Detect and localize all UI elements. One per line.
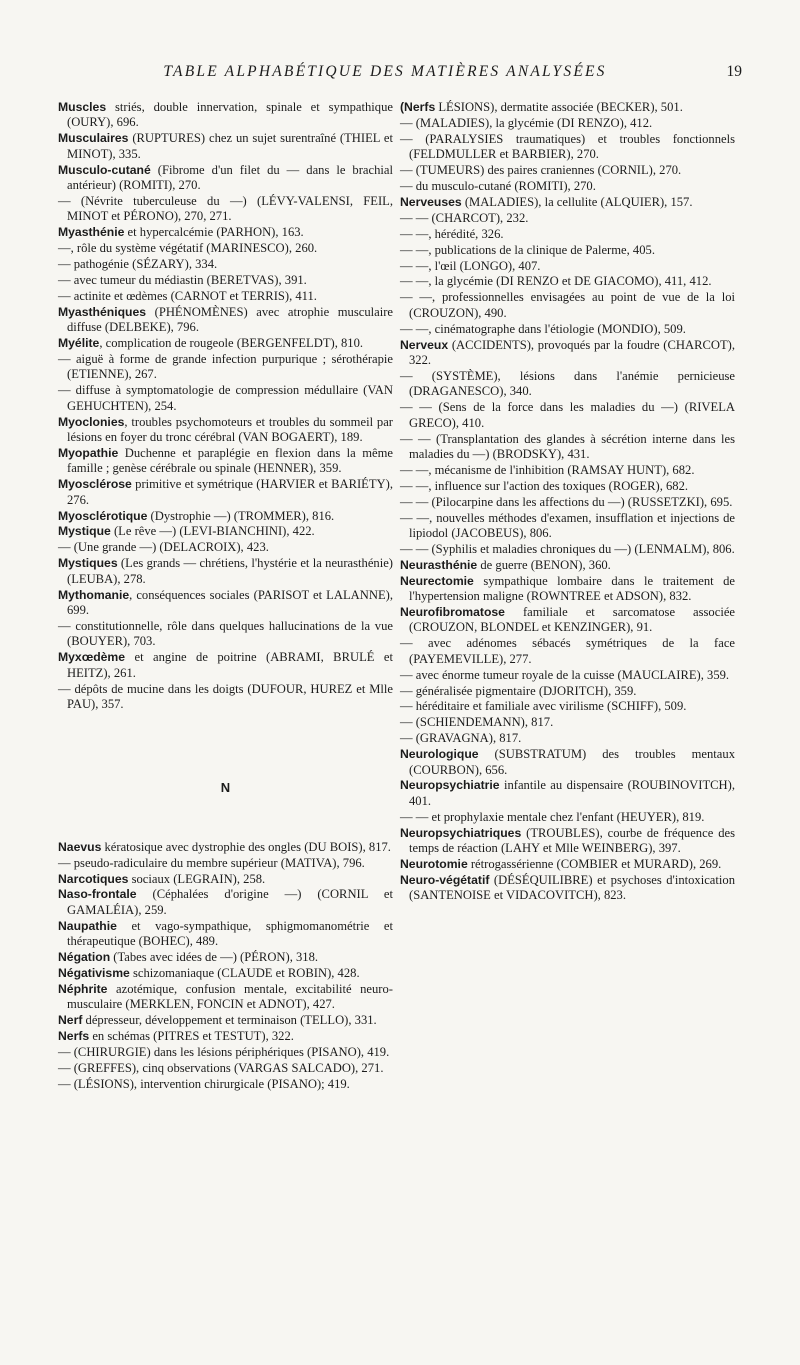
index-entry [400,211,735,226]
index-entry [58,1077,393,1092]
index-entry [58,682,393,713]
entry-text: — actinite et œdèmes (CARNOT et TERRIS), 411. [58,288,317,303]
index-entry [400,605,735,636]
index-entry [58,383,393,414]
index-entry [58,982,393,1013]
entry-text: LÉSIONS), dermatite associée (BECKER), 501. [435,100,683,114]
entry-heading: Négativisme [58,966,130,980]
entry-text: — (SYSTÈME), lésions dans l'anémie pernicieuse (DRAGANESCO), 340. [400,368,735,399]
entry-text: — constitutionnelle, rôle dans quelques hallucinations de la vue (BOUYER), 703. [58,618,393,649]
index-entry [58,273,393,288]
entry-text: (ACCIDENTS), provoqués par la foudre (CHARCOT), 322. [409,337,735,367]
entry-text: schizomaniaque (CLAUDE et ROBIN), 428. [129,966,360,980]
entry-text: — aiguë à forme de grande infection purpurique ; sérothérapie (ETIENNE), 267. [58,352,393,382]
entry-text: azotémique, confusion mentale, excitabilité neuro-musculaire (MERKLEN, FONCIN et ADNOT), 427. [67,981,393,1012]
entry-text: — avec énorme tumeur royale de la cuisse (MAUCLAIRE), 359. [400,667,730,682]
entry-text: — (CHIRURGIE) dans les lésions périphériques (PISANO), 419. [58,1045,390,1060]
index-entry [58,650,393,681]
entry-heading: Nerf [58,1013,83,1028]
entry-heading: Myélite [58,336,100,351]
index-entry [58,241,393,256]
entry-heading: Myxœdème [58,650,126,665]
index-entry [400,684,735,699]
index-list-m [58,100,393,712]
entry-heading: Neurotomie [400,857,468,871]
entry-heading: Myopathie [58,445,119,460]
entry-heading: Mystiques [58,556,118,571]
entry-text: — — (Syphilis et maladies chroniques du —) (LENMALM), 806. [400,541,735,556]
entry-heading: Musculo-cutané [58,162,151,177]
index-entry [400,747,735,778]
left-column [58,100,393,1093]
entry-text: — généralisée pigmentaire (DJORITCH), 359. [400,683,637,698]
entry-text: — (Névrite tuberculeuse du —) (LÉVY-VALENSI, FEIL, MINOT et PÉRONO), 270, 271. [58,193,393,224]
entry-text: — —, publications de la clinique de Palerme, 405. [400,242,655,257]
entry-heading: Naupathie [58,918,117,933]
index-entry [58,446,393,477]
entry-text: primitive et symétrique (HARVIER et BARIÉTY), 276. [67,477,393,507]
index-entry [400,857,735,872]
entry-text: sociaux (LEGRAIN), 258. [128,871,266,886]
index-entry [400,163,735,178]
entry-heading: Myasthéniques [58,304,147,319]
entry-text: — (Une grande —) (DELACROIX), 423. [58,540,269,555]
entry-text: (RUPTURES) chez un sujet surentraîné (THIEL et MINOT), 335. [67,131,393,161]
index-entry [400,290,735,321]
entry-text: (Dystrophie —) (TROMMER), 816. [147,508,335,523]
index-entry [58,477,393,508]
entry-text: — — (Pilocarpine dans les affections du —) (RUSSETZKI), 695. [400,494,733,509]
index-entry [58,163,393,194]
entry-heading: Naevus [58,839,102,854]
index-entry [58,131,393,162]
entry-heading: Neuropsychiatriques [400,825,522,840]
index-entry [58,352,393,383]
entry-text: — — et prophylaxie mentale chez l'enfant (HEUYER), 819. [400,809,705,824]
entry-text: striés, double innervation, spinale et sympathique (OURY), 696. [67,100,393,130]
index-entry [400,826,735,857]
index-entry [58,1013,393,1028]
index-entry [58,619,393,650]
index-list-n [58,840,393,1093]
index-entry [58,840,393,855]
index-entry [400,668,735,683]
entry-heading: Myoclonies [58,414,125,429]
entry-heading: Muscles [58,100,107,114]
entry-text: kératosique avec dystrophie des ongles (DU BOIS), 817. [101,839,391,854]
entry-text: — —, la glycémie (DI RENZO et DE GIACOMO), 411, 412. [400,274,712,289]
index-entry [400,574,735,605]
entry-text: — diffuse à symptomatologie de compression médullaire (VAN GEHUCHTEN), 254. [58,383,393,413]
index-entry [400,778,735,809]
entry-text: — —, influence sur l'action des toxiques (ROGER), 682. [400,478,689,493]
entry-heading: Myosclérotique [58,508,148,523]
index-entry [400,369,735,400]
index-entry [400,227,735,242]
index-entry [400,495,735,510]
entry-text: , troubles psychomoteurs et troubles du sommeil par lésions en foyer du tronc cérébral (VAN BOGAERT), 189. [67,414,393,445]
entry-heading: Neurofibromatose [400,605,505,619]
entry-text: familiale et sarcomatose associée (CROUZON, BLONDEL et KENZINGER), 91. [409,605,735,635]
index-entry [400,479,735,494]
index-entry [400,873,735,904]
entry-text: — pathogénie (SÉZARY), 334. [58,257,218,272]
entry-text: (SUBSTRATUM) des troubles mentaux (COURBON), 656. [409,747,735,777]
entry-heading: Neurasthénie [400,557,478,572]
entry-text: — (PARALYSIES traumatiques) et troubles fonctionnels (FELDMULLER et BARBIER), 270. [400,131,735,162]
entry-text: et vago-sympathique, sphigmomanométrie et thérapeutique (BOHEC), 489. [67,918,393,949]
entry-heading: Négation [58,950,111,965]
entry-text: —, rôle du système végétatif (MARINESCO), 260. [58,241,318,256]
index-entry [58,225,393,240]
index-entry [400,810,735,825]
entry-heading: Neuro-végétatif [400,872,490,887]
index-entry [58,950,393,965]
index-entry [400,116,735,131]
entry-text: — (SCHIENDEMANN), 817. [400,715,554,730]
running-header: TABLE ALPHABÉTIQUE DES MATIÈRES ANALYSÉES [163,63,607,80]
index-entry [400,558,735,573]
entry-text: infantile au dispensaire (ROUBINOVITCH), 401. [409,778,735,808]
right-column [400,100,735,904]
entry-text: — —, cinématographe dans l'étiologie (MONDIO), 509. [400,321,686,336]
entry-text: Duchenne et paraplégie en flexion dans la même famille ; genèse cérébrale ou spinale (HENNER), 359. [67,445,393,476]
entry-heading: Néphrite [58,981,108,996]
index-entry [58,194,393,225]
index-entry [58,588,393,619]
index-entry [58,305,393,336]
entry-text: dépresseur, développement et terminaison (TELLO), 331. [82,1013,377,1028]
index-entry [58,100,393,131]
entry-text: (MALADIES), la cellulite (ALQUIER), 157. [461,194,693,209]
entry-text: (TROUBLES), courbe de fréquence des temps de réaction (LAHY et Mlle WEINBERG), 397. [409,825,735,856]
entry-text: rétrogassérienne (COMBIER et MURARD), 269. [467,857,722,871]
entry-text: , conséquences sociales (PARISOT et LALANNE), 699. [67,587,393,617]
index-entry [58,856,393,871]
index-entry [400,636,735,667]
entry-text: (DÉSÉQUILIBRE) et psychoses d'intoxication (SANTENOISE et VIDACOVITCH), 823. [409,872,735,903]
entry-heading: Narcotiques [58,871,129,886]
index-entry [58,919,393,950]
entry-heading: Musculaires [58,131,129,146]
entry-text: — —, mécanisme de l'inhibition (RAMSAY HUNT), 682. [400,462,695,477]
index-entry [400,132,735,163]
entry-text: (Céphalées d'origine —) (CORNIL et GAMALÉIA), 259. [67,887,393,917]
index-entry [58,336,393,351]
index-entry [58,257,393,272]
entry-text: — avec adénomes sébacés symétriques de la face (PAYEMEVILLE), 277. [400,636,735,666]
entry-heading: Mystique [58,524,111,539]
entry-heading: Neuropsychiatrie [400,778,500,793]
entry-text: et hypercalcémie (PARHON), 163. [124,225,304,240]
index-entry [400,338,735,369]
index-entry [400,322,735,337]
entry-text: (Fibrome d'un filet du — dans le brachial antérieur) (ROMITI), 270. [67,162,393,193]
index-entry [58,966,393,981]
index-entry [58,1045,393,1060]
index-entry [400,731,735,746]
entry-heading: Mythomanie [58,587,130,602]
entry-text: — (GRAVAGNA), 817. [400,731,522,746]
entry-text: — (TUMEURS) des paires craniennes (CORNIL), 270. [400,163,682,178]
index-entry [400,699,735,714]
entry-text: sympathique lombaire dans le traitement de l'hypertension maligne (ROWNTREE et ADSON), 832. [409,573,735,604]
entry-heading: Myosclérose [58,477,132,492]
entry-text: — (MALADIES), la glycémie (DI RENZO), 412. [400,115,653,130]
entry-text: — pseudo-radiculaire du membre supérieur (MATIVA), 796. [58,855,365,870]
entry-text: — héréditaire et familiale avec virilisme (SCHIFF), 509. [400,699,687,714]
entry-text: — (LÉSIONS), intervention chirurgicale (PISANO); 419. [58,1076,350,1091]
index-list-n-continued [400,100,735,904]
index-entry [58,887,393,918]
entry-heading: Nerfs [58,1029,90,1044]
entry-text: — du musculo-cutané (ROMITI), 270. [400,179,596,194]
entry-heading: Neurologique [400,747,479,762]
entry-heading: Neurectomie [400,573,474,588]
index-entry [58,289,393,304]
index-entry [400,511,735,542]
index-entry [400,463,735,478]
entry-text: — — (CHARCOT), 232. [400,210,529,225]
section-letter: N [220,780,231,796]
entry-heading: (Nerfs [400,100,436,114]
index-entry [400,274,735,289]
index-entry [400,400,735,431]
entry-text: (Les grands — chrétiens, l'hystérie et la neurasthénie) (LEUBA), 278. [67,556,393,586]
index-entry [58,524,393,539]
entry-text: , complication de rougeole (BERGENFELDT), 810. [99,336,364,351]
entry-text: en schémas (PITRES et TESTUT), 322. [89,1029,294,1044]
entry-heading: Myasthénie [58,225,125,240]
index-entry [400,243,735,258]
entry-text: — —, nouvelles méthodes d'examen, insufflation et injections de lipiodol (JACOBEUS), 806. [400,510,735,540]
entry-text: — avec tumeur du médiastin (BERETVAS), 391. [58,272,307,287]
entry-heading: Nerveux [400,337,449,352]
index-entry [58,556,393,587]
entry-text: de guerre (BENON), 360. [477,557,611,572]
entry-text: — —, professionnelles envisagées au point de vue de la loi (CROUZON), 490. [400,290,735,320]
index-entry [58,872,393,887]
index-entry [400,542,735,557]
entry-text: et angine de poitrine (ABRAMI, BRULÉ et HEITZ), 261. [67,650,393,680]
entry-text: — dépôts de mucine dans les doigts (DUFOUR, HUREZ et Mlle PAU), 357. [58,681,393,711]
entry-heading: Naso-frontale [58,887,137,902]
index-entry [58,509,393,524]
index-entry [400,715,735,730]
index-entry [400,195,735,210]
index-entry [58,1029,393,1044]
index-entry [58,1061,393,1076]
page-number: 19 [726,63,742,80]
entry-text: (PHÉNOMÈNES) avec atrophie musculaire diffuse (DELBEKE), 796. [67,304,393,335]
index-entry [400,100,735,115]
entry-text: — (GREFFES), cinq observations (VARGAS SALCADO), 271. [58,1060,384,1075]
index-entry [400,259,735,274]
index-entry [400,179,735,194]
entry-text: (Le rêve —) (LEVI-BIANCHINI), 422. [110,524,315,539]
entry-heading: Nerveuses [400,194,462,209]
entry-text: — — (Sens de la force dans les maladies du —) (RIVELA GRECO), 410. [400,400,735,430]
entry-text: — —, hérédité, 326. [400,226,504,241]
entry-text: (Tabes avec idées de —) (PÉRON), 318. [110,950,319,965]
index-entry [58,540,393,555]
index-entry [58,415,393,446]
entry-text: — —, l'œil (LONGO), 407. [400,258,541,273]
entry-text: — — (Transplantation des glandes à sécrétion interne dans les maladies du —) (BRODSKY), 431. [400,431,735,461]
index-entry [400,432,735,463]
